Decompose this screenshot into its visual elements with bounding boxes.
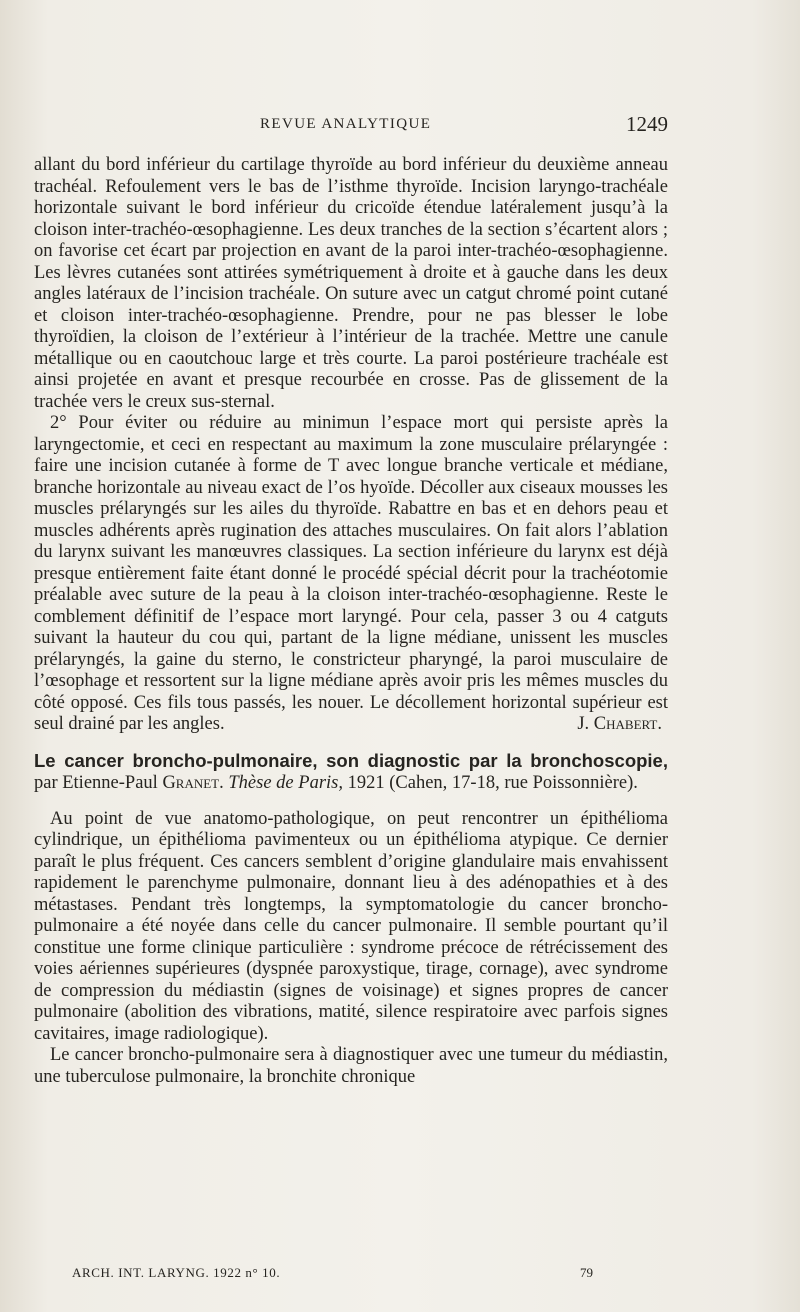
article-heading xyxy=(34,750,668,795)
running-head xyxy=(40,112,672,142)
footer-sheet-number: 79 xyxy=(580,1265,593,1280)
paragraph-point-2-text: 2° Pour éviter ou réduire au minimun l’espace mort qui persiste après la laryngectomie, et ceci en respectant au maximum la zone musculaire prélaryngée : faire une incision cutanée à forme de T avec longue branche verticale et médiane, branche horizontale au niveau exact de l’os hyoïde. Décoller aux ciseaux mousses les muscles prélaryngés sur les ailes du thyroïde. Rabattre en bas et en dehors peau et muscles adhérents après rugination des attaches musculaires. On fait alors l’ablation du larynx suivant les manœuvres classiques. La section inférieure du larynx est déjà presque entièrement faite étant donné le procédé spécial décrit pour la trachéotomie préalable avec suture de la peau à la cloison inter-trachéo-œsophagienne. Reste le comblement définitif de l’espace mort laryngé. Pour cela, passer 3 ou 4 catguts suivant la hauteur du cou qui, partant de la ligne médiane, unissent les muscles prélaryngés, la gaine du sterno, le constricteur pharyngé, la paroi musculaire de l’œsophage et ressortent sur la ligne médiane après avoir pris les mêmes muscles du côté opposé. Ces fils tous passés, les nouer. Le décollement horizontal supérieur est seul drainé par les angles. xyxy=(34,413,668,734)
paragraph-pathology: Au point de vue anatomo-pathologique, on peut rencontrer un épithélioma cylindrique, un épithélioma pavimenteux ou un épithélioma atypique. Ce dernier paraît le plus fréquent. Ces cancers semblent d’origine glandulaire mais envahissent rapidement le parenchyme pulmonaire, donnant lieu à des adénopathies et à des métastases. Pendant très longtemps, la symptomatologie du cancer broncho-pulmonaire a été noyée dans celle du cancer pulmonaire. Il semble pourtant qu’il constitue une forme clinique particulière : syndrome précoce de rétrécissement des voies aériennes supérieures (dyspnée paroxystique, tirage, cornage), avec syndrome de compression du médiastin (signes de voisinage) et signes propres de cancer pulmonaire (abolition des vibrations, matité, silence respiratoire avec parfois signes cavitaires, image radiologique). xyxy=(34,808,668,1044)
author-signature: J. Chabert. xyxy=(577,714,662,734)
article-title: Le cancer broncho-pulmonaire, son diagnostic par la bronchoscopie, xyxy=(34,749,668,771)
page-number: 1249 xyxy=(626,112,668,136)
paragraph-diagnosis: Le cancer broncho-pulmonaire sera à diagnostiquer avec une tumeur du médiastin, une tuberculose pulmonaire, la bronchite chronique xyxy=(34,1045,668,1087)
running-title: REVUE ANALYTIQUE xyxy=(260,116,432,132)
article-details: 1921 (Cahen, 17-18, rue Poissonnière). xyxy=(347,773,638,793)
page-footer xyxy=(72,1263,632,1287)
article-thesis: Thèse de Paris, xyxy=(228,773,343,793)
paragraph-continued: allant du bord inférieur du cartilage thyroïde au bord inférieur du deuxième anneau trachéal. Refoulement vers le bas de l’isthme thyroïde. Incision laryngo-trachéale horizontale suivant le bord inférieur du cricoïde étendue latéralement jusqu’à la cloison inter-trachéo-œsophagienne. Les deux tranches de la section s’écartent alors ; on favorise cet écart par projection en avant de la paroi inter-trachéo-œsophagienne. Les lèvres cutanées sont attirées symétriquement à droite et à gauche dans les deux angles latéraux de l’incision trachéale. On suture avec un catgut chromé point cutané et cloison inter-trachéo-œsophagienne. Prendre, pour ne pas blesser le lobe thyroïdien, la cloison de l’extérieur à l’intérieur de la trachée. Mettre une canule métallique ou en caoutchouc large et très courte. La paroi postérieure trachéale est ainsi projetée en avant et presque recourbée en crosse. Pas de glissement de la trachée vers le creux sus-sternal. xyxy=(34,155,668,412)
footer-journal: ARCH. INT. LARYNG. 1922 n° 10. xyxy=(72,1265,281,1280)
body-text xyxy=(34,155,668,1088)
paragraph-point-2 xyxy=(34,413,668,736)
article-by: par Etienne-Paul xyxy=(34,773,158,793)
article-author: Granet. xyxy=(162,773,224,793)
